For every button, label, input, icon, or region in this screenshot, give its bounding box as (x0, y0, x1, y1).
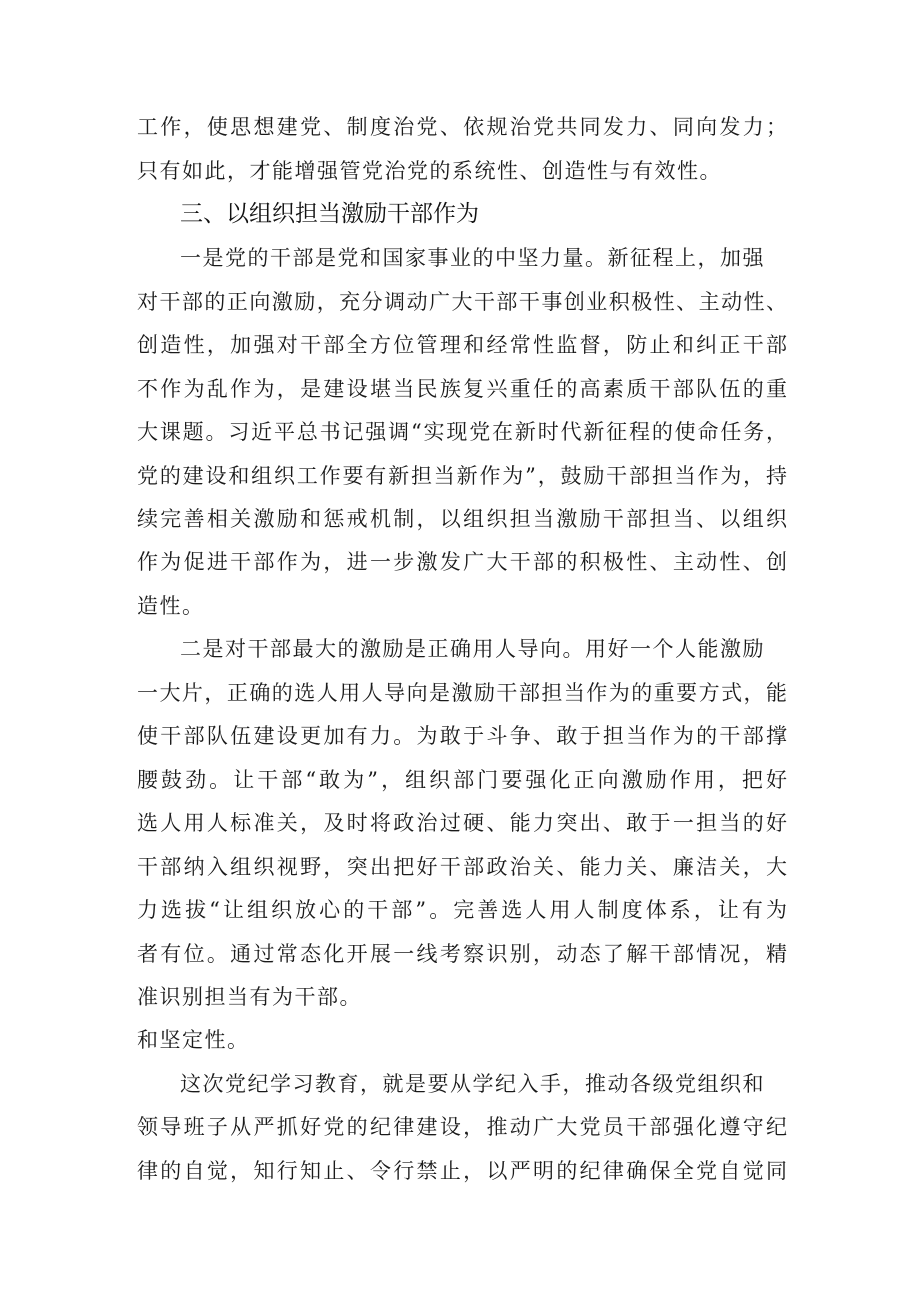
text-line: 者有位。通过常态化开展一线考察识别，动态了解干部情况，精 (137, 942, 787, 966)
text-line: 不作为乱作为，是建设堪当民族复兴重任的高素质干部队伍的重 (137, 377, 787, 401)
text-line: 二是对干部最大的激励是正确用人导向。用好一个人能激励 (180, 637, 765, 661)
text-line: 准识别担当有为干部。 (137, 985, 362, 1009)
text-line: 党的建设和组织工作要有新担当新作为”，鼓励干部担当作为，持 (137, 464, 787, 488)
text-line: 使干部队伍建设更加有力。为敢于斗争、敢于担当作为的干部撑 (137, 724, 787, 748)
text-line: 作为促进干部作为，进一步激发广大干部的积极性、主动性、创 (137, 550, 787, 574)
text-line: 对干部的正向激励，充分调动广大干部干事创业积极性、主动性、 (137, 290, 787, 314)
text-line: 一是党的干部是党和国家事业的中坚力量。新征程上，加强 (180, 246, 765, 270)
text-line: 一大片，正确的选人用人导向是激励干部担当作为的重要方式，能 (137, 681, 787, 705)
text-line: 工作，使思想建党、制度治党、依规治党共同发力、同向发力； (137, 115, 787, 139)
text-line: 造性。 (137, 594, 205, 618)
text-line: 领导班子从严抓好党的纪律建设，推动广大党员干部强化遵守纪 (137, 1115, 787, 1139)
text-line: 力选拔“让组织放心的干部”。完善选人用人制度体系，让有为 (137, 898, 787, 922)
text-line: 和坚定性。 (137, 1028, 250, 1052)
section-heading: 三、以组织担当激励干部作为 (180, 201, 479, 227)
text-line: 大课题。习近平总书记强调“实现党在新时代新征程的使命任务， (137, 420, 787, 444)
text-line: 只有如此，才能增强管党治党的系统性、创造性与有效性。 (137, 159, 722, 183)
text-line: 续完善相关激励和惩戒机制，以组织担当激励干部担当、以组织 (137, 507, 787, 531)
text-line: 创造性，加强对干部全方位管理和经常性监督，防止和纠正干部 (137, 333, 787, 357)
text-line: 律的自觉，知行知止、令行禁止，以严明的纪律确保全党自觉同 (137, 1159, 787, 1183)
text-line: 选人用人标准关，及时将政治过硬、能力突出、敢于一担当的好 (137, 811, 787, 835)
text-line: 干部纳入组织视野，突出把好干部政治关、能力关、廉洁关，大 (137, 855, 787, 879)
text-line: 这次党纪学习教育，就是要从学纪入手，推动各级党组织和 (180, 1072, 765, 1096)
text-line: 腰鼓劲。让干部“敢为”，组织部门要强化正向激励作用，把好 (137, 768, 787, 792)
